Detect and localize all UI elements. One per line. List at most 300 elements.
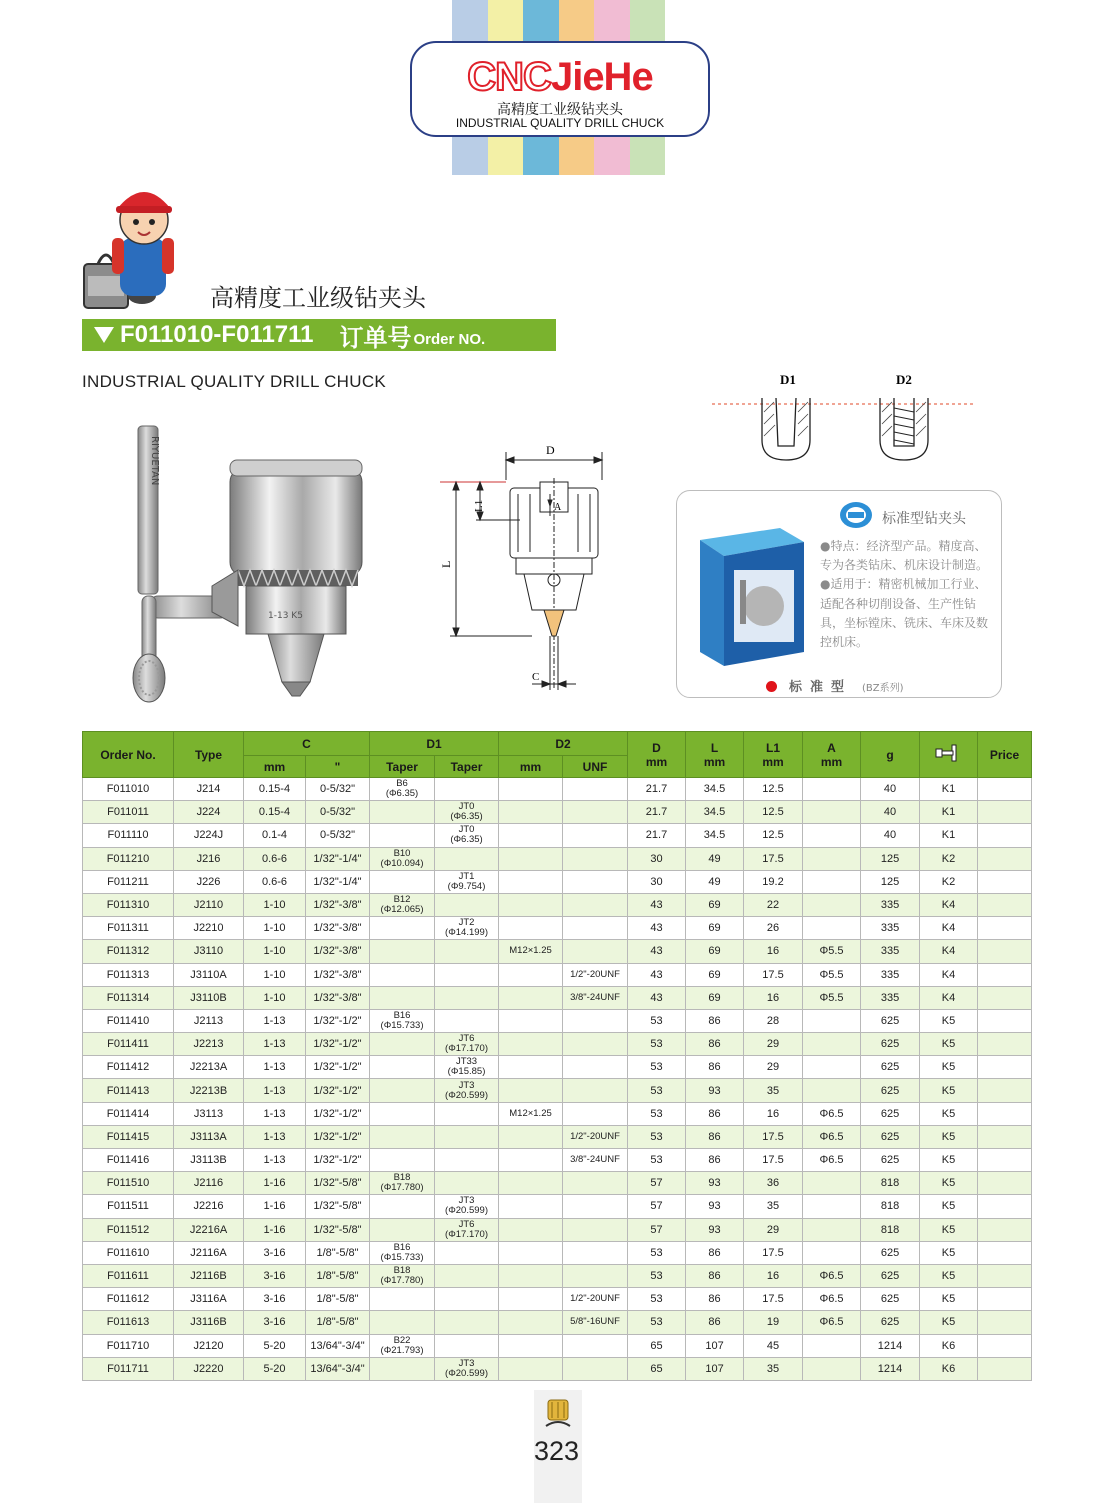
cell-d2-unf [563,893,628,916]
cell-d: 21.7 [628,824,686,847]
cell-key: K4 [920,940,978,963]
cell-g: 1214 [861,1334,920,1357]
cell-d2-mm [499,1172,563,1195]
panel-footer [766,676,904,695]
cell-price [978,1357,1032,1380]
cell-a [803,801,861,824]
col-type: Type [174,732,244,778]
cell-d1-taper-jt [435,1241,499,1264]
table-row [83,1079,1032,1102]
cell-l: 93 [686,1079,744,1102]
cell-c-mm: 1-13 [244,1033,306,1056]
cell-g: 335 [861,986,920,1009]
cell-d: 30 [628,870,686,893]
cell-price [978,917,1032,940]
cell-l: 86 [686,1102,744,1125]
cell-l: 34.5 [686,824,744,847]
cell-c-inch: 1/32"-1/2" [306,1125,370,1148]
cell-l: 86 [686,1264,744,1287]
cell-key: K5 [920,1009,978,1032]
cell-d2-unf [563,870,628,893]
cell-order-no: F011611 [83,1264,174,1287]
cell-d: 65 [628,1357,686,1380]
cell-l: 69 [686,940,744,963]
table-row [83,893,1032,916]
cell-type: J3113B [174,1149,244,1172]
cell-order-no: F011612 [83,1288,174,1311]
cell-d1-taper-jt [435,824,499,847]
cell-l1: 17.5 [744,1125,803,1148]
cell-d1-taper-jt [435,1218,499,1241]
cell-d1-taper-b-dia: (Φ17.780) [380,1275,424,1287]
cell-d1-taper-jt-code: JT3 [458,1079,475,1091]
cell-g: 1214 [861,1357,920,1380]
cell-l: 93 [686,1172,744,1195]
cell-type: J2213A [174,1056,244,1079]
cell-d2-mm [499,1125,563,1148]
cell-key: K6 [920,1357,978,1380]
cell-d: 21.7 [628,801,686,824]
cell-l1: 35 [744,1195,803,1218]
cell-l1: 16 [744,1264,803,1287]
cell-a [803,1334,861,1357]
cell-l1: 16 [744,986,803,1009]
cell-l: 93 [686,1218,744,1241]
cell-key: K5 [920,1241,978,1264]
table-row [83,847,1032,870]
cell-d1-taper-b [370,1195,435,1218]
cell-g: 625 [861,1056,920,1079]
cell-g: 818 [861,1195,920,1218]
table-row [83,1009,1032,1032]
cell-l1: 29 [744,1033,803,1056]
col-key [920,732,978,778]
cell-d2-unf [563,778,628,801]
cell-d: 57 [628,1195,686,1218]
cell-d2-unf [563,1218,628,1241]
cell-d1-taper-b [370,1033,435,1056]
cell-g: 625 [861,1149,920,1172]
cell-l: 69 [686,986,744,1009]
cell-a [803,824,861,847]
cell-d2-unf [563,1102,628,1125]
cell-l: 86 [686,1311,744,1334]
cell-g: 625 [861,1125,920,1148]
cell-d1-taper-b-dia: (Φ17.780) [380,1182,424,1194]
cell-a [803,917,861,940]
cell-type: J2216A [174,1218,244,1241]
cell-price [978,870,1032,893]
cell-l: 86 [686,1033,744,1056]
table-row [83,1172,1032,1195]
cell-l: 69 [686,893,744,916]
cell-price [978,1149,1032,1172]
cell-g: 40 [861,801,920,824]
cell-d2-unf [563,1334,628,1357]
cell-type: J2216 [174,1195,244,1218]
cell-d1-taper-jt [435,893,499,916]
cell-d1-taper-b [370,1149,435,1172]
cell-c-inch: 0-5/32" [306,778,370,801]
cell-l: 86 [686,1241,744,1264]
cell-d1-taper-jt-dia: (Φ6.35) [450,811,483,823]
cell-c-inch: 1/8"-5/8" [306,1288,370,1311]
cell-order-no: F011416 [83,1149,174,1172]
cell-order-no: F011510 [83,1172,174,1195]
cell-price [978,940,1032,963]
cell-d1-taper-b [370,847,435,870]
cell-d: 43 [628,986,686,1009]
cell-l: 107 [686,1334,744,1357]
cell-a: Φ6.5 [803,1102,861,1125]
cell-d1-taper-jt-dia: (Φ20.599) [445,1205,488,1217]
cell-type: J3110 [174,940,244,963]
cell-d: 53 [628,1079,686,1102]
cell-c-inch: 1/32"-5/8" [306,1218,370,1241]
cell-d2-mm [499,801,563,824]
cell-d1-taper-b [370,1357,435,1380]
cell-c-inch: 1/32"-3/8" [306,986,370,1009]
cell-order-no: F011110 [83,824,174,847]
cell-key: K5 [920,1218,978,1241]
cell-order-no: F011710 [83,1334,174,1357]
col-l1-label: L1 [766,740,781,755]
cell-d1-taper-jt-dia: (Φ15.85) [447,1066,486,1078]
cell-d1-taper-b [370,1125,435,1148]
cell-l1: 12.5 [744,801,803,824]
cell-d1-taper-b [370,1172,435,1195]
cell-key: K4 [920,986,978,1009]
cell-d2-mm [499,1195,563,1218]
cell-d1-taper-b [370,940,435,963]
cell-d1-taper-b [370,778,435,801]
cell-key: K5 [920,1264,978,1287]
cell-d2-unf: 1/2"-20UNF [563,963,628,986]
cell-d1-taper-jt [435,1195,499,1218]
cell-c-inch: 1/32"-1/2" [306,1056,370,1079]
panel-feature-text: ●特点：经济型产品。精度高、专为各类钻床、机床设计制造。 [820,539,989,573]
cell-a [803,1241,861,1264]
cell-c-inch: 1/32"-1/2" [306,1079,370,1102]
spec-table [82,731,1032,1381]
cell-d1-taper-b [370,893,435,916]
cell-l1: 28 [744,1009,803,1032]
cell-d1-taper-jt [435,1357,499,1380]
cell-c-mm: 3-16 [244,1264,306,1287]
cell-price [978,1311,1032,1334]
cell-d2-unf [563,1079,628,1102]
cell-c-mm: 3-16 [244,1311,306,1334]
cell-d: 43 [628,940,686,963]
cell-l1: 26 [744,917,803,940]
cell-d2-mm [499,778,563,801]
cell-d2-mm [499,1311,563,1334]
col-l-unit: mm [703,754,726,769]
cell-g: 335 [861,963,920,986]
cell-d2-mm [499,1218,563,1241]
cell-c-mm: 1-10 [244,986,306,1009]
cell-d1-taper-jt [435,1009,499,1032]
cell-c-mm: 0.1-4 [244,824,306,847]
cell-d1-taper-jt [435,917,499,940]
cell-l: 34.5 [686,778,744,801]
cell-d1-taper-b [370,1079,435,1102]
cell-d1-taper-jt [435,1125,499,1148]
cell-order-no: F011010 [83,778,174,801]
cell-key: K5 [920,1149,978,1172]
cell-c-mm: 1-13 [244,1009,306,1032]
cell-c-inch: 0-5/32" [306,801,370,824]
table-row [83,940,1032,963]
cell-d2-mm [499,1033,563,1056]
cell-d: 53 [628,1125,686,1148]
cell-c-mm: 1-16 [244,1195,306,1218]
col-a-unit: mm [820,754,843,769]
cell-d1-taper-jt-dia: (Φ17.170) [445,1228,488,1240]
cell-l1: 35 [744,1357,803,1380]
cell-a [803,1033,861,1056]
col-c: C [244,732,370,756]
cell-key: K1 [920,801,978,824]
cell-g: 625 [861,1288,920,1311]
cell-d1-taper-jt-code: JT0 [458,801,475,813]
cell-l1: 17.5 [744,1288,803,1311]
cell-l1: 19 [744,1311,803,1334]
col-a-label: A [827,740,836,755]
red-dot-icon [766,681,777,692]
cell-a: Φ5.5 [803,940,861,963]
col-d1-taper-jt: Taper [435,756,499,778]
cell-d1-taper-jt-dia: (Φ9.754) [447,880,486,892]
cell-d2-unf [563,1195,628,1218]
cell-g: 625 [861,1102,920,1125]
cell-c-inch: 1/32"-1/2" [306,1149,370,1172]
panel-usage-text: ●适用于：精密机械加工行业、适配各种切削设备、生产性钻具，坐标镗床、铣床、车床及数控机床。 [820,577,989,650]
cell-c-inch: 1/32"-1/2" [306,1033,370,1056]
cell-order-no: F011210 [83,847,174,870]
table-row [83,870,1032,893]
cell-l1: 17.5 [744,1149,803,1172]
cell-d2-mm [499,1334,563,1357]
cell-d1-taper-b [370,1311,435,1334]
label-l1: L1 [473,499,485,512]
cell-d2-unf: 3/8"-24UNF [563,1149,628,1172]
page-number: 323 [534,1436,580,1466]
cell-d2-unf [563,1264,628,1287]
cell-key: K2 [920,870,978,893]
cell-order-no: F011313 [83,963,174,986]
cell-c-inch: 13/64"-3/4" [306,1334,370,1357]
cell-c-mm: 3-16 [244,1241,306,1264]
cell-l1: 16 [744,1102,803,1125]
cell-key: K5 [920,1079,978,1102]
cell-d: 53 [628,1311,686,1334]
cell-d2-mm [499,893,563,916]
cell-d1-taper-jt-dia: (Φ14.199) [445,927,488,939]
cell-order-no: F011412 [83,1056,174,1079]
cell-price [978,893,1032,916]
cell-c-inch: 1/8"-5/8" [306,1241,370,1264]
cell-d1-taper-b [370,917,435,940]
cell-c-mm: 0.15-4 [244,801,306,824]
cell-d2-mm [499,917,563,940]
col-g: g [861,732,920,778]
cell-g: 335 [861,917,920,940]
cell-c-mm: 1-10 [244,940,306,963]
cell-g: 818 [861,1172,920,1195]
cell-g: 335 [861,940,920,963]
cell-key: K5 [920,1311,978,1334]
cell-d1-taper-jt [435,1079,499,1102]
panel-series-label: (BZ系列) [862,683,904,694]
col-d-label: D [652,740,661,755]
cell-d: 57 [628,1172,686,1195]
cell-d1-taper-b [370,1334,435,1357]
cell-a [803,1218,861,1241]
cell-d1-taper-jt [435,1033,499,1056]
cell-order-no: F011011 [83,801,174,824]
cell-c-inch: 1/32"-3/8" [306,963,370,986]
cell-d2-mm [499,824,563,847]
cell-c-inch: 1/32"-5/8" [306,1172,370,1195]
cell-d: 53 [628,1033,686,1056]
cell-d1-taper-b [370,801,435,824]
cell-price [978,1288,1032,1311]
cell-d1-taper-b-code: B10 [393,847,411,859]
cell-a [803,778,861,801]
table-row [83,1056,1032,1079]
cell-d2-mm [499,1288,563,1311]
cell-c-mm: 1-13 [244,1079,306,1102]
cell-d1-taper-jt [435,1056,499,1079]
triangle-down-icon [94,327,114,343]
cell-d: 53 [628,1149,686,1172]
cell-d1-taper-b [370,1056,435,1079]
cell-g: 125 [861,870,920,893]
panel-type-label: 标准型 [789,680,853,695]
cell-price [978,778,1032,801]
cell-c-mm: 0.6-6 [244,847,306,870]
cell-c-mm: 0.6-6 [244,870,306,893]
cell-c-mm: 1-13 [244,1102,306,1125]
cell-a [803,847,861,870]
cell-type: J2116 [174,1172,244,1195]
cell-type: J3113A [174,1125,244,1148]
cell-l: 69 [686,963,744,986]
cell-c-mm: 1-10 [244,963,306,986]
cell-d2-unf: 1/2"-20UNF [563,1125,628,1148]
cell-price [978,986,1032,1009]
brand-logo [410,41,710,137]
cell-d2-unf [563,940,628,963]
cell-c-inch: 13/64"-3/4" [306,1357,370,1380]
cell-d: 53 [628,1056,686,1079]
mount-sections-diagram [712,368,982,468]
cell-type: J214 [174,778,244,801]
cell-key: K5 [920,1125,978,1148]
col-order-no: Order No. [83,732,174,778]
cell-l: 93 [686,1195,744,1218]
cell-d1-taper-jt [435,1172,499,1195]
cell-l: 49 [686,870,744,893]
cell-l: 86 [686,1125,744,1148]
col-c-mm: mm [244,756,306,778]
cell-d1-taper-b-dia: (Φ6.35) [385,788,419,800]
cell-order-no: F011410 [83,1009,174,1032]
cell-d2-mm [499,1241,563,1264]
cell-d1-taper-b-dia: (Φ10.094) [380,857,424,869]
cell-c-inch: 1/8"-5/8" [306,1264,370,1287]
cell-l1: 36 [744,1172,803,1195]
cell-d1-taper-b [370,1264,435,1287]
cell-order-no: F011511 [83,1195,174,1218]
cell-d2-mm [499,1009,563,1032]
cell-d1-taper-b [370,1288,435,1311]
col-d1-taper-b: Taper [370,756,435,778]
cell-d1-taper-b-code: B12 [393,894,411,906]
cell-d1-taper-b-dia: (Φ15.733) [380,1251,424,1263]
cell-type: J3110A [174,963,244,986]
cell-d1-taper-b [370,1218,435,1241]
cell-type: J216 [174,847,244,870]
cell-d2-unf [563,1009,628,1032]
cell-d1-taper-jt [435,870,499,893]
cell-price [978,963,1032,986]
cell-d1-taper-jt [435,940,499,963]
table-row [83,1218,1032,1241]
cell-c-mm: 1-13 [244,1149,306,1172]
cell-d1-taper-b [370,986,435,1009]
cell-price [978,1056,1032,1079]
cell-d: 30 [628,847,686,870]
cell-type: J3116B [174,1311,244,1334]
cell-d1-taper-b-code: B18 [393,1265,411,1277]
cell-l1: 17.5 [744,963,803,986]
cell-d: 53 [628,1288,686,1311]
cell-d1-taper-jt [435,1264,499,1287]
cell-d1-taper-b [370,1102,435,1125]
cell-c-mm: 1-16 [244,1218,306,1241]
cell-d: 43 [628,893,686,916]
cell-c-inch: 1/32"-5/8" [306,1195,370,1218]
cell-l1: 16 [744,940,803,963]
cell-g: 818 [861,1218,920,1241]
logo-cnc: CNC [467,55,551,99]
order-label-cn: 订单号 [339,323,412,352]
cell-c-inch: 1/32"-1/4" [306,847,370,870]
table-row [83,1241,1032,1264]
cell-d1-taper-jt-code: JT0 [458,824,475,836]
chuck-key-icon [934,743,964,763]
table-row [83,824,1032,847]
cell-order-no: F011310 [83,893,174,916]
cell-c-mm: 1-10 [244,917,306,940]
cell-d1-taper-b-dia: (Φ15.733) [380,1019,424,1031]
cell-d1-taper-jt [435,1102,499,1125]
cell-a [803,1195,861,1218]
cell-d: 53 [628,1264,686,1287]
cell-price [978,1102,1032,1125]
cell-price [978,1195,1032,1218]
cell-g: 625 [861,1033,920,1056]
col-price: Price [978,732,1032,778]
cell-price [978,1125,1032,1148]
cell-type: J3116A [174,1288,244,1311]
table-row [83,963,1032,986]
col-d [628,732,686,778]
label-c: C [532,671,540,683]
cell-d2-mm [499,870,563,893]
